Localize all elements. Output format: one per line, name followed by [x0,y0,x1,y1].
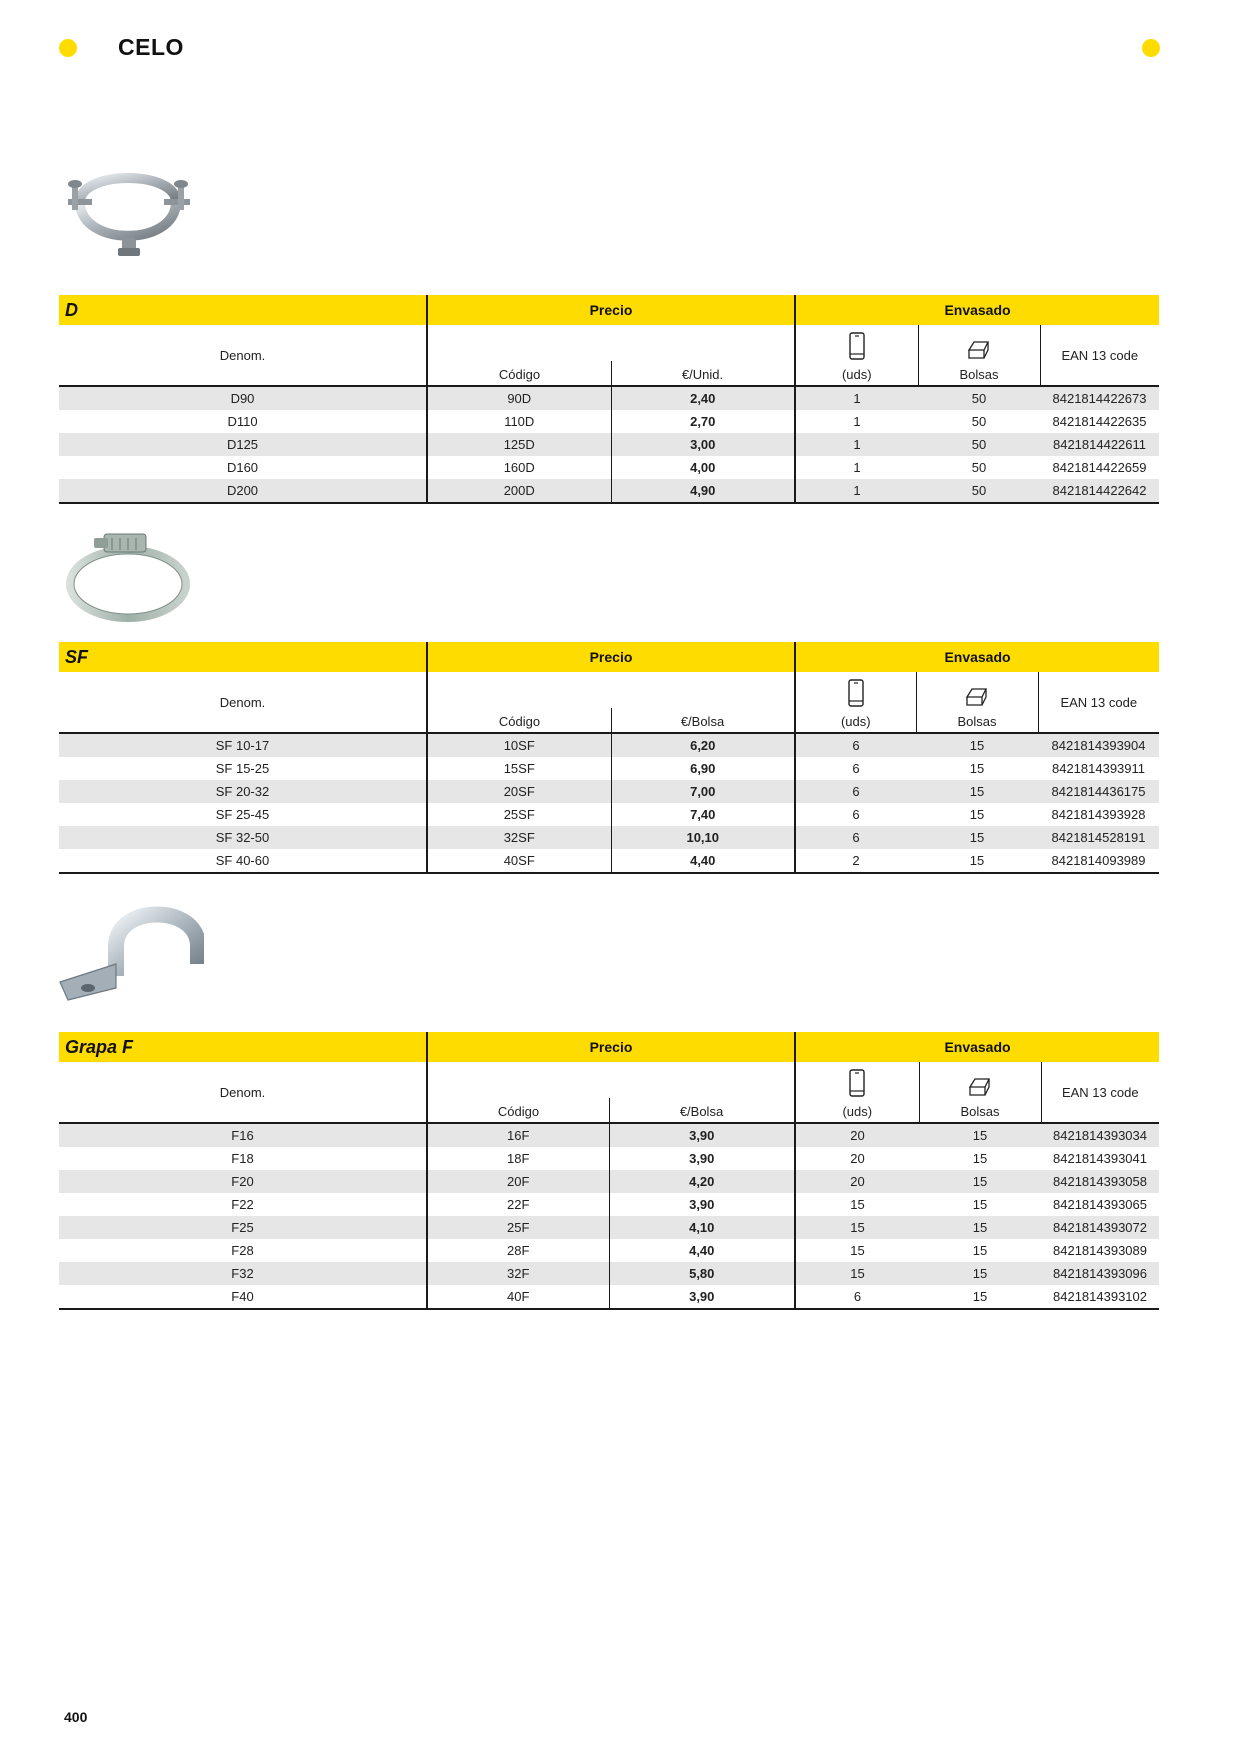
pipe-clamp-image [58,162,200,272]
ean-header: EAN 13 code [1041,1062,1159,1123]
table-row: F32 32F 5,80 15 15 8421814393096 [59,1262,1159,1285]
table-row: F22 22F 3,90 15 15 8421814393065 [59,1193,1159,1216]
bag-icon [966,338,992,360]
bag-icon [967,1075,993,1097]
ean-header: EAN 13 code [1038,672,1159,733]
packing-group-header: Envasado [795,1032,1159,1062]
series-title: Grapa F [59,1032,427,1062]
uds-label: (uds) [840,714,871,729]
table-row: SF 15-25 15SF 6,90 6 15 8421814393911 [59,757,1159,780]
table-row: SF 20-32 20SF 7,00 6 15 8421814436175 [59,780,1159,803]
table-row: SF 10-17 10SF 6,20 6 15 8421814393904 [59,733,1159,757]
ean-header: EAN 13 code [1040,325,1159,386]
table-row: D160 160D 4,00 1 50 8421814422659 [59,456,1159,479]
pipe-saddle-clip-image [58,902,204,1004]
phone-box-icon [849,332,865,360]
bags-label: Bolsas [957,714,997,729]
product-table-grapa-f [59,1032,1159,1310]
table-row: SF 40-60 40SF 4,40 2 15 8421814093989 [59,849,1159,873]
phone-box-icon [848,679,864,707]
table-row: SF 32-50 32SF 10,10 6 15 8421814528191 [59,826,1159,849]
bags-label: Bolsas [959,367,999,382]
accent-dot-right [1142,39,1160,57]
series-title: D [59,295,427,325]
code-header: Código [427,672,611,733]
hose-clamp-image [64,528,194,628]
bags-header [918,325,1040,386]
table-row: D200 200D 4,90 1 50 8421814422642 [59,479,1159,503]
price-unit-header: €/Unid. [611,325,795,386]
packing-group-header: Envasado [795,642,1159,672]
phone-box-icon [849,1069,865,1097]
table-row: D125 125D 3,00 1 50 8421814422611 [59,433,1159,456]
table-row: F25 25F 4,10 15 15 8421814393072 [59,1216,1159,1239]
denom-header: Denom. [59,1062,427,1123]
bags-label: Bolsas [960,1104,1000,1119]
bags-header [919,1062,1041,1123]
product-table-d [59,295,1159,504]
denom-header: Denom. [59,672,427,733]
uds-header [795,1062,919,1123]
price-unit-header: €/Bolsa [611,672,795,733]
price-group-header: Precio [427,642,795,672]
bags-header [916,672,1038,733]
product-table-sf [59,642,1159,874]
brand-title: CELO [118,34,184,60]
price-group-header: Precio [427,295,795,325]
accent-dot-left [59,39,77,57]
uds-label: (uds) [842,1104,873,1119]
price-unit-header: €/Bolsa [609,1062,795,1123]
page-number: 400 [64,1709,88,1725]
table-row: F18 18F 3,90 20 15 8421814393041 [59,1147,1159,1170]
table-row: D110 110D 2,70 1 50 8421814422635 [59,410,1159,433]
series-title: SF [59,642,427,672]
table-row: F16 16F 3,90 20 15 8421814393034 [59,1123,1159,1147]
code-header: Código [427,325,611,386]
table-row: F40 40F 3,90 6 15 8421814393102 [59,1285,1159,1309]
uds-label: (uds) [841,367,872,382]
bag-icon [964,685,990,707]
table-row: D90 90D 2,40 1 50 8421814422673 [59,386,1159,410]
table-row: F20 20F 4,20 20 15 8421814393058 [59,1170,1159,1193]
table-row: F28 28F 4,40 15 15 8421814393089 [59,1239,1159,1262]
price-group-header: Precio [427,1032,795,1062]
uds-header [795,672,916,733]
denom-header: Denom. [59,325,427,386]
code-header: Código [427,1062,609,1123]
uds-header [795,325,918,386]
packing-group-header: Envasado [795,295,1159,325]
table-row: SF 25-45 25SF 7,40 6 15 8421814393928 [59,803,1159,826]
